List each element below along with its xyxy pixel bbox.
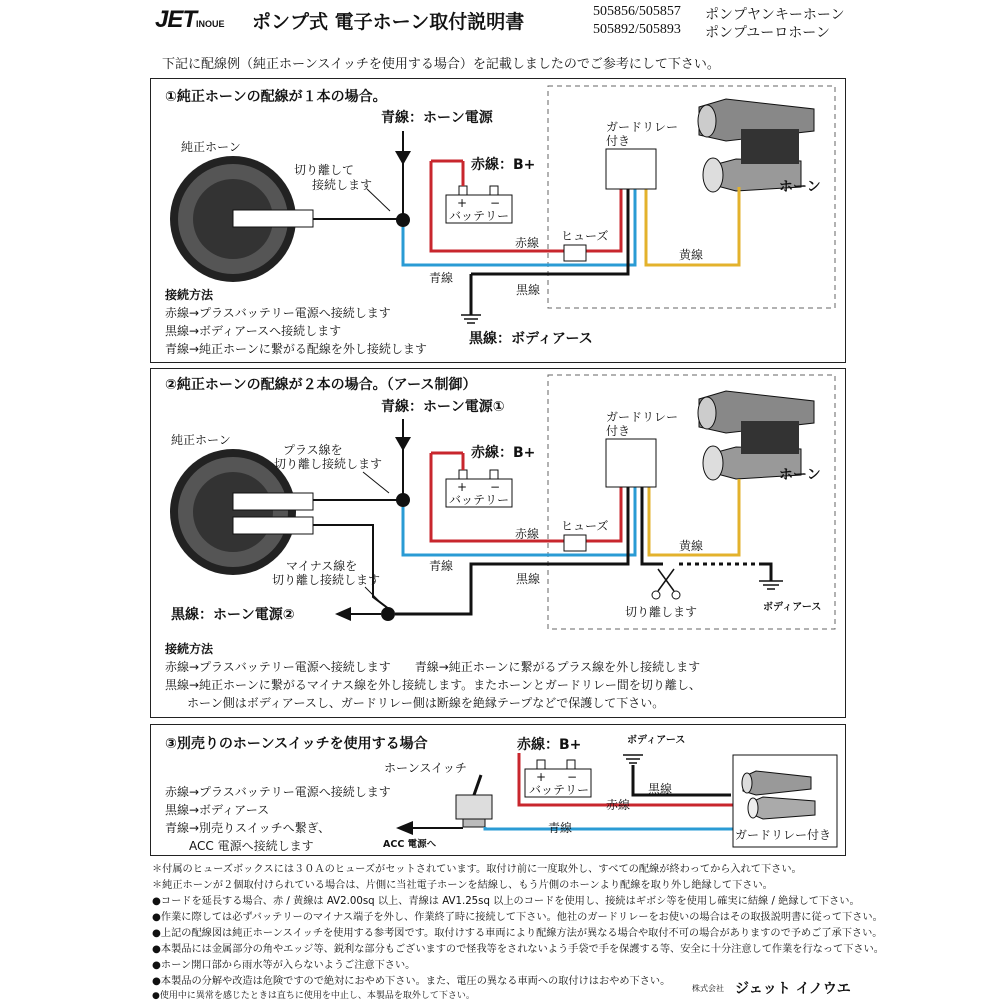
cut-note-1: 切り離して xyxy=(294,163,355,177)
red-bplus-label: 赤線：B+ xyxy=(471,445,536,461)
scissors-icon xyxy=(652,569,680,599)
horn-label: ホーン xyxy=(779,179,821,195)
panel2-method-title: 接続方法 xyxy=(165,642,214,656)
red-wire-label: 赤線 xyxy=(515,527,540,541)
red-bplus-label: 赤線：B+ xyxy=(517,737,582,753)
battery-plus: + xyxy=(457,480,468,494)
battery-plus: + xyxy=(457,196,468,210)
battery-label: バッテリー xyxy=(529,783,590,797)
panel3-title: ③別売りのホーンスイッチを使用する場合 xyxy=(165,736,428,752)
company-name: ジェット イノウエ xyxy=(735,981,851,997)
black-earth-label: 黒線：ボディアース xyxy=(469,331,593,347)
battery-plus: + xyxy=(536,770,547,784)
logo-main: JET xyxy=(155,6,197,33)
stock-horn-icon xyxy=(170,156,313,282)
battery-minus: − xyxy=(567,770,578,784)
left-arrow-icon xyxy=(335,607,351,621)
down-arrow-icon xyxy=(395,151,411,165)
panel2-title: ②純正ホーンの配線が２本の場合。（アース制御） xyxy=(165,377,477,393)
panel3-method-3: 青線→別売りスイッチへ繋ぎ、 xyxy=(165,821,331,835)
down-arrow-icon xyxy=(395,437,411,451)
panel3-method-2: 黒線→ボディアース xyxy=(165,803,270,817)
blue-wire-label: 青線 xyxy=(429,271,454,285)
note-8: ●本製品の分解や改造は危険ですので絶対におやめ下さい。また、電圧の異なる車両への取付けはおやめ下さい。 xyxy=(152,976,671,987)
company-prefix: 株式会社 xyxy=(692,984,724,993)
panel1-title: ①純正ホーンの配線が１本の場合。 xyxy=(165,89,387,105)
panel1-method-2: 黒線→ボディアースへ接続します xyxy=(165,324,342,338)
switch-label: ホーンスイッチ xyxy=(384,761,467,775)
guard-relay-label-2: 付き xyxy=(606,134,631,148)
panel1-method-3: 青線→純正ホーンに繋がる配線を外し接続します xyxy=(165,342,427,356)
junction-dot xyxy=(396,213,410,227)
blue-power-label: 青線：ホーン電源 xyxy=(381,110,493,126)
note-2: ＊純正ホーンが２個取付けられている場合は、片側に当社電子ホーンを結線し、もう片側のホーンより配線を取り外し絶縁して下さい。 xyxy=(152,880,773,891)
guard-relay-label-2: 付き xyxy=(606,424,631,438)
panel1-method-1: 赤線→プラスバッテリー電源へ接続します xyxy=(165,306,391,320)
red-bplus-label: 赤線：B+ xyxy=(471,157,536,173)
junction-dot-2 xyxy=(381,607,395,621)
battery-label: バッテリー xyxy=(449,493,510,507)
black-wire-label: 黒線 xyxy=(516,283,541,297)
ground-icon xyxy=(461,315,481,323)
panel-separate-switch xyxy=(150,724,846,856)
blue-power-label: 青線：ホーン電源① xyxy=(381,399,505,415)
panel1-method-title: 接続方法 xyxy=(165,288,214,302)
panel2-method-3: ホーン側はボディアースし、ガードリレー側は断線を絶縁テープなどで保護して下さい。 xyxy=(187,696,665,710)
cut-here-label: 切り離します xyxy=(625,605,698,619)
panel3-method-1: 赤線→プラスバッテリー電源へ接続します xyxy=(165,785,391,799)
guard-relay-box xyxy=(606,149,656,189)
panel2-method-1: 赤線→プラスバッテリー電源へ接続します 青線→純正ホーンに繋がるプラス線を外し接続します xyxy=(165,660,701,674)
blue-wire xyxy=(403,187,635,265)
blue-wire-label: 青線 xyxy=(548,821,573,835)
red-wire-label: 赤線 xyxy=(606,798,631,812)
plus-note-2: 切り離し接続します xyxy=(274,457,383,471)
minus-note-1: マイナス線を xyxy=(286,559,358,573)
junction-dot xyxy=(396,493,410,507)
brand-logo xyxy=(155,6,225,34)
ground-icon xyxy=(623,755,643,763)
model-name-1: ポンプヤンキーホーン xyxy=(705,8,845,23)
guard-relay-label-1: ガードリレー xyxy=(606,120,679,134)
cut-note-2: 接続します xyxy=(312,178,373,192)
red-wire-label: 赤線 xyxy=(515,236,540,250)
pump-horn-icon xyxy=(698,99,814,222)
note-9: ●使用中に異常を感じたときは直ちに使用を中止し、本製品を取外して下さい。 xyxy=(152,991,475,1001)
body-earth-label: ボディアース xyxy=(627,735,686,746)
black-wire-label: 黒線 xyxy=(648,782,673,796)
panel2-method-2: 黒線→純正ホーンに繋がるマイナス線を外し接続します。またホーンとガードリレー間を切り離し、 xyxy=(165,678,701,692)
guard-relay-label-1: ガードリレー xyxy=(606,410,679,424)
model-code-1: 505856/505857 xyxy=(593,4,681,19)
note-5: ●上記の配線図は純正ホーンスイッチを使用する参考図です。取付けする車両により配線方法が異なる場合や取付不可の場合がありますので予めご了承下さい。 xyxy=(152,928,883,939)
note-1: ＊付属のヒューズボックスには３０Ａのヒューズがセットされています。取付け前に一度取外し、すべての配線が終わってから入れて下さい。 xyxy=(152,864,802,875)
yellow-wire-label: 黄線 xyxy=(679,539,704,553)
logo-sub: INOUE xyxy=(196,19,225,29)
model-name-2: ポンプユーロホーン xyxy=(705,26,831,41)
battery-label: バッテリー xyxy=(449,209,510,223)
note-6: ●本製品には金属部分の角やエッジ等、鋭利な部分もございますので怪我等をされないよう手袋で手を保護する等、安全に十分注意して作業を行なって下さい。 xyxy=(152,944,884,955)
horn-label: ホーン xyxy=(779,467,821,483)
body-earth-label: ボディアース xyxy=(763,602,822,613)
horn-earth-wire xyxy=(763,564,771,581)
note-7: ●ホーン開口部から雨水等が入らないようご注意下さい。 xyxy=(152,960,416,971)
stock-horn-label: 純正ホーン xyxy=(181,140,241,154)
left-arrow-icon xyxy=(396,821,413,835)
plus-note-leader xyxy=(363,472,389,493)
cut-note-leader xyxy=(367,189,390,211)
black-wire-relay-side xyxy=(642,487,663,564)
note-4: ●作業に際しては必ずバッテリーのマイナス端子を外し、作業終了時に接続して下さい。他社のガードリレーをお使いの場合はその取扱説明書に従って下さい。 xyxy=(152,912,883,923)
fuse-label: ヒューズ xyxy=(561,229,609,243)
guard-relay-label: ガードリレー付き xyxy=(735,828,832,842)
panel3-method-4: ACC 電源へ接続します xyxy=(165,839,314,853)
battery-minus: − xyxy=(490,480,501,494)
fuse-icon xyxy=(564,245,586,261)
acc-label: ACC 電源へ xyxy=(383,839,437,850)
yellow-wire-label: 黄線 xyxy=(679,248,704,262)
pump-horn-icon xyxy=(698,391,814,512)
fuse-label: ヒューズ xyxy=(561,519,609,533)
black-power-label: 黒線：ホーン電源② xyxy=(171,607,295,623)
panel-single-wire xyxy=(150,78,846,363)
fuse-icon xyxy=(564,535,586,551)
plus-note-1: プラス線を xyxy=(283,443,343,457)
minus-note-2: 切り離し接続します xyxy=(272,573,381,587)
guard-relay-box xyxy=(606,439,656,487)
document-title: ポンプ式 電子ホーン取付説明書 xyxy=(252,11,525,33)
note-3: ●コードを延長する場合、赤 / 黄線は AV2.00sq 以上、青線は AV1.25sq 以上のコードを使用し、接続はギボシ等を使用し確実に結線 / 絶縁して下さい。 xyxy=(152,896,860,907)
intro-text: 下記に配線例（純正ホーンスイッチを使用する場合）を記載しましたのでご参考にして下さい。 xyxy=(162,57,720,72)
model-code-2: 505892/505893 xyxy=(593,22,681,37)
battery-minus: − xyxy=(490,196,501,210)
ground-icon xyxy=(759,581,783,589)
blue-wire-label: 青線 xyxy=(429,559,454,573)
stock-horn-label: 純正ホーン xyxy=(171,433,231,447)
black-wire-label: 黒線 xyxy=(516,572,541,586)
panel-two-wire xyxy=(150,368,846,718)
toggle-switch-icon xyxy=(456,775,492,827)
